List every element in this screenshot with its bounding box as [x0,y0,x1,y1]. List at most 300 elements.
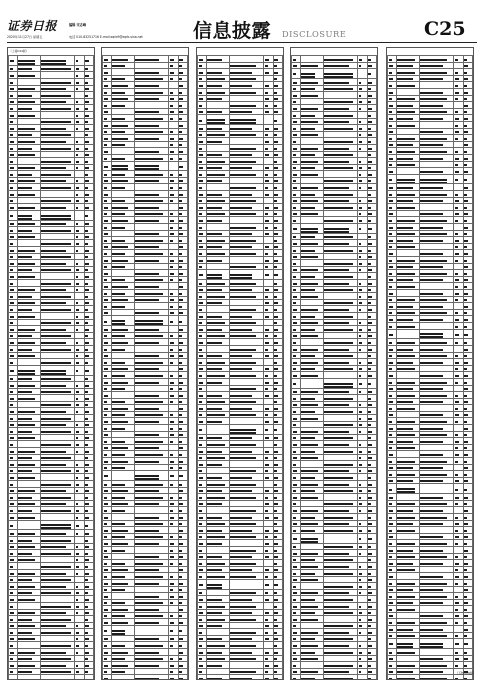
text-bar [230,536,256,538]
table-cell [358,78,367,85]
table-row [198,359,283,366]
empty-cell [170,285,177,287]
table-cell [198,144,207,151]
text-bar [368,228,372,230]
text-bar [301,316,315,318]
table-cell [292,550,301,557]
text-bar [170,536,173,538]
table-row [9,569,94,576]
text-bar [301,256,317,258]
table-cell [206,616,229,623]
text-bar [41,464,66,466]
table-cell [358,197,367,204]
text-bar [324,108,348,110]
table-cell [323,513,357,520]
table-cell [463,69,473,76]
text-bar [179,622,183,624]
table-cell [358,668,367,675]
text-bar [179,233,183,235]
table-cell [134,385,168,392]
table-row [198,263,283,270]
table-row [9,197,94,204]
table-row [103,481,188,488]
table-row [198,250,283,257]
table-cell [273,527,283,534]
text-bar [18,256,32,258]
text-bar [179,609,183,611]
table-cell [17,345,40,352]
table-cell [300,421,323,428]
table-cell [292,421,301,428]
text-bar [10,101,15,103]
table-row [292,118,377,125]
table-row [198,418,283,425]
table-row [9,72,94,79]
text-bar [104,421,108,423]
table-cell [396,102,419,109]
table-cell [134,566,168,573]
table-cell [178,128,188,135]
table-cell [17,507,40,514]
text-bar [135,299,158,301]
text-bar [368,652,371,654]
text-bar [301,490,315,492]
text-bar [274,638,278,640]
table-cell [229,82,263,89]
empty-cell [207,147,228,149]
text-bar [76,553,80,555]
text-bar [199,497,202,499]
table-cell [264,642,273,649]
text-bar [274,470,277,472]
table-row [103,655,188,662]
table-cell [84,138,94,145]
text-bar [207,335,224,337]
text-bar [359,59,363,61]
text-bar [293,95,297,97]
text-bar [230,497,256,499]
table-cell [323,105,357,112]
empty-cell [265,400,272,402]
text-bar [230,530,252,532]
table-row [292,105,377,112]
table-cell [273,635,283,642]
table-cell [75,151,84,158]
text-bar [368,404,372,406]
table-cell [9,191,18,198]
table-row [198,398,283,405]
text-bar [18,385,35,387]
text-bar [324,368,353,370]
table-cell [40,197,74,204]
text-bar [85,68,88,70]
table-cell [17,421,40,428]
text-bar [10,256,14,258]
text-bar [76,236,79,238]
table-cell [388,108,397,115]
table-cell [103,635,112,642]
text-bar [207,606,224,608]
table-cell [198,461,207,468]
text-bar [207,253,224,255]
text-bar [293,645,297,647]
table-cell [292,616,301,623]
text-bar [76,75,79,77]
empty-cell [135,348,167,350]
text-bar [230,362,256,364]
table-cell [229,115,263,125]
table-cell [111,464,134,471]
table-cell [198,494,207,501]
table-cell [206,579,229,589]
text-bar [85,148,88,150]
text-bar [324,573,353,575]
table-row [292,299,377,306]
table-cell [178,464,188,471]
text-bar [301,167,315,169]
text-bar [274,194,278,196]
text-bar [135,213,163,215]
table-cell [134,154,168,161]
table-cell [111,296,134,303]
table-column-2 [101,47,189,680]
text-bar [135,658,163,660]
table-cell [84,56,94,66]
text-bar [301,368,315,370]
table-row [292,247,377,254]
table-cell [111,88,134,95]
text-bar [76,283,80,285]
table-row [103,191,188,198]
text-bar [368,484,372,486]
text-bar [274,612,278,614]
empty-cell [324,213,356,215]
text-bar [230,200,256,202]
table-row [198,217,283,224]
text-bar [18,533,35,535]
text-bar [104,174,107,176]
table-cell [75,204,84,211]
table-cell [292,655,301,662]
text-bar [230,92,256,94]
text-bar [207,78,224,80]
table-cell [396,121,419,128]
table-cell [323,164,357,171]
empty-cell [324,94,356,96]
text-bar [301,349,317,351]
table-cell [75,345,84,352]
text-bar [41,619,70,621]
table-cell [273,425,283,435]
text-bar [368,625,371,627]
text-bar [293,289,297,291]
table-cell [206,365,229,372]
text-bar [104,187,107,189]
text-bar [18,451,35,453]
table-cell [40,299,74,306]
text-bar [104,576,107,578]
text-bar [18,599,35,601]
empty-cell [170,489,177,491]
table-cell [75,85,84,92]
table-cell [273,151,283,158]
text-bar [10,579,14,581]
text-bar [274,569,278,571]
table-cell [17,293,40,300]
text-bar [368,632,372,634]
table-cell [206,108,229,115]
text-bar [368,464,371,466]
table-row [103,458,188,465]
table-cell [40,434,74,441]
text-bar [10,335,14,337]
text-bar [274,220,278,222]
text-bar [265,388,268,390]
text-bar [301,200,317,202]
table-row [292,441,377,448]
text-bar [265,342,269,344]
text-bar [112,441,125,443]
text-bar [274,464,278,466]
text-bar [76,437,79,439]
text-bar [274,599,278,601]
table-cell [17,253,40,260]
empty-cell [301,382,322,384]
table-cell [169,171,178,178]
table-row [198,579,283,589]
empty-cell [397,130,418,132]
table-cell [9,247,18,254]
table-cell [103,500,112,507]
table-cell [264,533,273,540]
text-bar [18,230,32,232]
text-bar [207,200,224,202]
table-cell [367,260,377,267]
text-bar [359,431,362,433]
table-row [9,388,94,395]
text-bar [230,266,256,268]
text-bar [324,59,353,61]
text-bar [41,385,66,387]
text-bar [10,533,15,535]
text-bar [179,213,182,215]
table-row [9,448,94,455]
text-bar [207,584,222,586]
text-bar [265,510,268,512]
table-cell [75,576,84,583]
table-cell [178,451,188,458]
table-cell [454,168,463,175]
table-cell [323,177,357,184]
table-cell [229,629,263,636]
table-cell [178,345,188,352]
table-cell [17,78,40,85]
text-bar [18,276,35,278]
text-bar [230,207,252,209]
text-bar [104,151,108,153]
text-bar [265,457,268,459]
text-bar [274,240,277,242]
text-bar [301,457,317,459]
table-cell [75,441,84,448]
table-cell [358,563,367,570]
text-bar [230,85,252,87]
text-bar [293,59,297,61]
text-bar [301,296,317,298]
table-cell [358,556,367,563]
table-row [103,606,188,613]
text-bar [207,484,224,486]
text-bar [76,490,79,492]
table-cell [396,148,419,155]
table-cell [229,494,263,501]
table-cell [273,138,283,145]
table-cell [206,418,229,425]
table-cell [103,62,112,69]
text-bar [18,625,35,627]
table-cell [134,303,168,310]
table-cell [463,168,473,175]
table-cell [396,108,419,115]
text-bar [18,174,32,176]
text-bar [368,383,371,385]
table-row [388,88,473,95]
text-bar [135,596,158,598]
table-cell [273,481,283,488]
table-cell [75,138,84,145]
text-bar [135,158,163,160]
table-row [198,609,283,616]
table-cell [169,309,178,316]
text-bar [76,671,80,673]
table-cell [134,326,168,333]
table-cell [273,616,283,623]
table-cell [169,121,178,128]
table-cell [292,273,301,280]
text-bar [112,408,128,410]
table-cell [75,359,84,366]
text-bar [293,383,297,385]
text-bar [76,108,80,110]
table-cell [206,82,229,89]
table-cell [367,293,377,300]
text-bar [359,108,362,110]
table-cell [103,204,112,211]
table-cell [75,339,84,346]
text-bar [455,158,459,160]
text-bar [293,121,297,123]
table-cell [40,507,74,514]
table-cell [17,65,40,72]
text-bar [85,566,88,568]
text-bar [274,161,277,163]
table-cell [111,385,134,392]
text-bar [76,625,79,627]
table-cell [198,131,207,138]
table-cell [134,339,168,346]
table-cell [229,237,263,244]
table-cell [229,507,263,514]
table-cell [358,642,367,649]
text-bar [85,418,88,420]
table-cell [178,566,188,573]
empty-cell [112,193,133,195]
table-cell [229,649,263,656]
empty-cell [41,315,73,317]
text-bar [274,510,277,512]
table-cell [396,161,419,168]
table-cell [198,385,207,392]
table-cell [292,352,301,359]
table-cell [9,266,18,273]
table-row [198,675,283,680]
text-bar [199,260,203,262]
table-cell [40,125,74,132]
table-cell [264,385,273,392]
table-row [9,247,94,254]
empty-cell [455,64,462,66]
text-bar [170,517,174,519]
table-row [9,171,94,178]
text-bar [85,141,89,143]
table-row [292,260,377,267]
table-cell [84,326,94,333]
text-bar [324,671,348,673]
table-cell [358,191,367,198]
empty-cell [301,140,322,142]
table-cell [463,56,473,63]
text-bar [274,253,277,255]
text-bar [179,630,182,632]
table-cell [111,606,134,613]
table-cell [229,378,263,385]
table-cell [198,596,207,603]
text-bar [112,368,128,370]
text-bar [230,187,256,189]
table-row [103,270,188,277]
text-bar [274,329,278,331]
table-cell [273,589,283,596]
text-bar [368,530,371,532]
table-cell [40,530,74,537]
text-bar [10,444,14,446]
table-cell [178,642,188,649]
table-cell [84,467,94,474]
table-cell [323,494,357,501]
table-cell [169,481,178,488]
table-cell [134,224,168,231]
table-row [198,204,283,211]
table-row [9,306,94,313]
table-cell [300,461,323,468]
table-cell [75,454,84,461]
table-row [103,398,188,405]
table-cell [9,616,18,623]
table-cell [169,527,178,534]
table-row [9,454,94,461]
table-cell [9,227,18,234]
text-bar [368,134,372,136]
empty-cell [41,598,73,600]
text-bar [301,612,315,614]
text-bar [41,484,70,486]
table-row [9,556,94,563]
text-bar [18,652,35,654]
text-bar [170,227,173,229]
table-cell [323,428,357,435]
table-cell [75,125,84,132]
text-bar [179,118,182,120]
